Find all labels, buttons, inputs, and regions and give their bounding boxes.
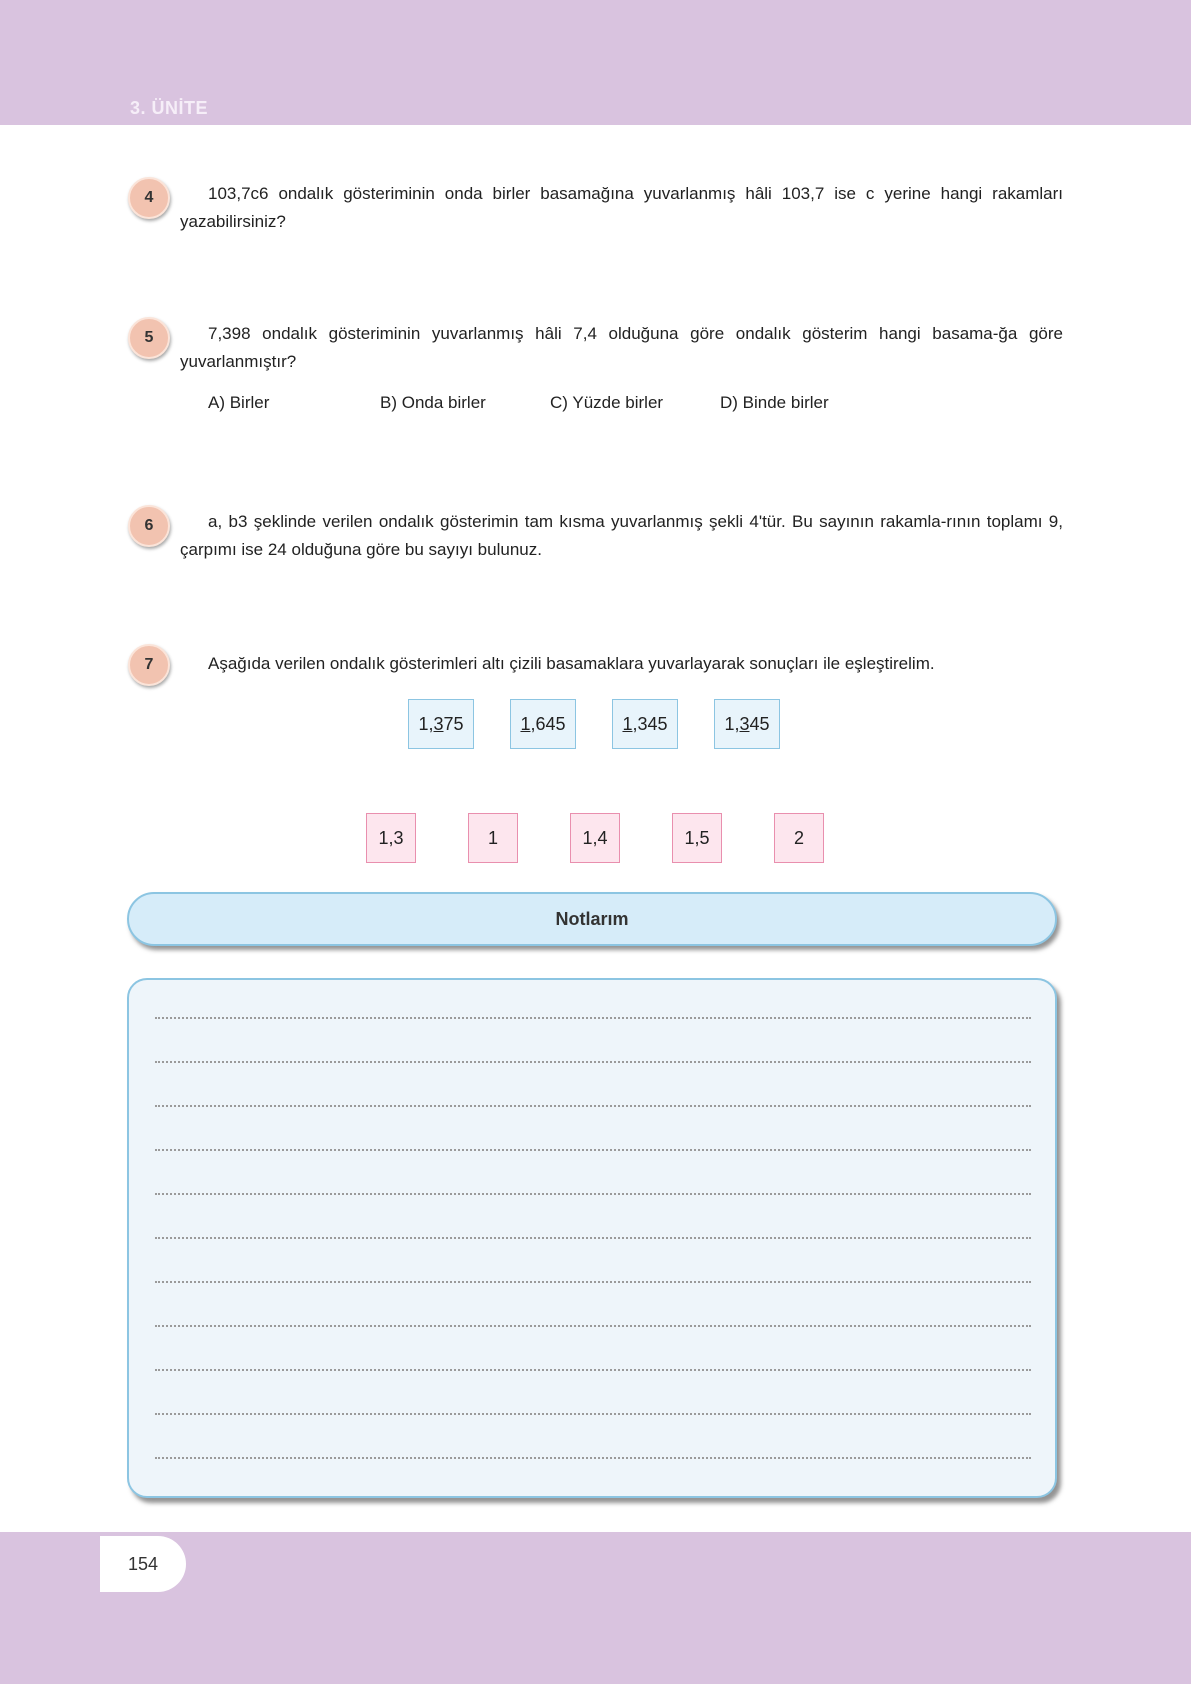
option-a: A) Birler <box>208 393 270 412</box>
decimal-box[interactable]: 1, 3 75 <box>408 699 474 749</box>
question-5-text: 7,398 ondalık gösteriminin yuvarlanmış hâli 7,4 olduğuna göre ondalık gösterim hangi basama-ğa göre yuvarlanmıştır? <box>180 324 1063 371</box>
note-line <box>155 1413 1031 1415</box>
result-box[interactable]: 1 <box>468 813 518 863</box>
option-c: C) Yüzde birler <box>550 393 664 412</box>
note-line <box>155 1105 1031 1107</box>
note-line <box>155 1237 1031 1239</box>
question-4-text: 103,7c6 ondalık gösteriminin onda birler basamağına yuvarlanmış hâli 103,7 ise c yerine hangi rakamları yazabilirsiniz? <box>180 184 1063 231</box>
note-line <box>155 1017 1031 1019</box>
notes-title: Notlarım <box>555 908 629 929</box>
question-4-badge: 4 <box>128 177 170 219</box>
decimal-box[interactable]: 1 ,645 <box>510 699 576 749</box>
unit-label: 3. ÜNİTE <box>130 98 209 118</box>
result-box[interactable]: 1,5 <box>672 813 722 863</box>
page-number: 154 <box>127 1553 159 1574</box>
result-box[interactable]: 2 <box>774 813 824 863</box>
question-6-badge: 6 <box>128 505 170 547</box>
note-line <box>155 1369 1031 1371</box>
option-b: B) Onda birler <box>380 393 486 412</box>
note-line <box>155 1457 1031 1459</box>
question-5-badge: 5 <box>128 317 170 359</box>
decimal-box[interactable]: 1, 3 45 <box>714 699 780 749</box>
question-7-text: Aşağıda verilen ondalık gösterimleri altı çizili basamaklara yuvarlayarak sonuçları ile eşleştirelim. <box>208 654 935 673</box>
decimal-box[interactable]: 1 ,345 <box>612 699 678 749</box>
option-d: D) Binde birler <box>720 393 829 412</box>
note-line <box>155 1325 1031 1327</box>
note-line <box>155 1149 1031 1151</box>
notes-area[interactable] <box>127 978 1057 1498</box>
question-6-text: a, b3 şeklinde verilen ondalık gösterimin tam kısma yuvarlanmış şekli 4'tür. Bu sayının rakamla-rının toplamı 9, çarpımı ise 24 olduğuna göre bu sayıyı bulunuz. <box>180 512 1063 559</box>
notes-header <box>127 892 1057 946</box>
result-box[interactable]: 1,4 <box>570 813 620 863</box>
page-number-tab <box>100 1536 186 1592</box>
note-line <box>155 1193 1031 1195</box>
result-box[interactable]: 1,3 <box>366 813 416 863</box>
note-line <box>155 1061 1031 1063</box>
note-line <box>155 1281 1031 1283</box>
question-7-badge: 7 <box>128 644 170 686</box>
